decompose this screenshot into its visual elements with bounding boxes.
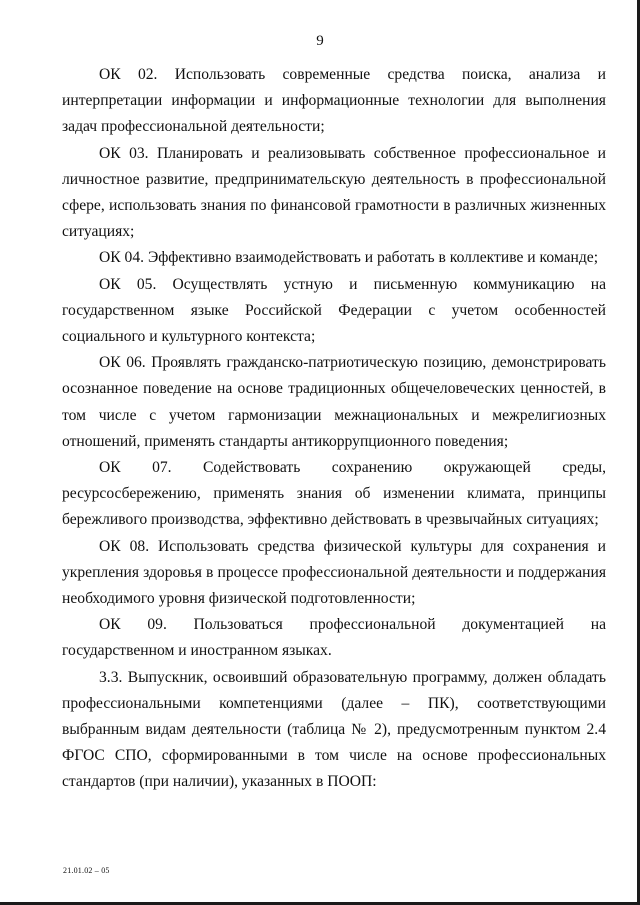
paragraph-ok-06: ОК 06. Проявлять гражданско-патриотическую позицию, демонстрировать осознанное поведение на основе традиционных общечеловеческих ценностей, в том числе с учетом гармонизации межнациональных и межрелигиозных отношений, применять стандарты антикоррупционного поведения; (62, 354, 606, 450)
footer-code: 21.01.02 – 05 (63, 866, 110, 875)
paragraph-ok-04: ОК 04. Эффективно взаимодействовать и работать в коллективе и команде; (99, 249, 599, 267)
page-number: 9 (316, 33, 324, 49)
paragraph-ok-07: ОК 07. Содействовать сохранению окружающей среды, ресурсосбережению, применять знания об изменении климата, принципы бережливого производства, эффективно действовать в чрезвычайных ситуациях; (62, 459, 606, 529)
paragraph-ok-02: ОК 02. Использовать современные средства поиска, анализа и интерпретации информации и информационные технологии для выполнения задач профессиональной деятельности; (62, 66, 606, 136)
paragraph-3-3: 3.3. Выпускник, освоивший образовательную программу, должен обладать профессиональными компетенциями (далее – ПК), соответствующими выбранным видам деятельности (таблица № 2), предусмотренным пунктом 2.4 ФГОС СПО, сформированными в том числе на основе профессиональных стандартов (при наличии), указанных в ПООП: (62, 668, 606, 791)
paragraph-ok-08: ОК 08. Использовать средства физической культуры для сохранения и укрепления здоровья в процессе профессиональной деятельности и поддержания необходимого уровня физической подготовленности; (62, 537, 606, 608)
paragraph-ok-05: ОК 05. Осуществлять устную и письменную коммуникацию на государственном языке Российской Федерации с учетом особенностей социального и культурного контекста; (62, 275, 606, 346)
paragraph-ok-09: ОК 09. Пользоваться профессиональной документацией на государственном и иностранном языках. (62, 616, 606, 660)
body-text (62, 62, 606, 796)
paragraph-ok-03: ОК 03. Планировать и реализовывать собственное профессиональное и личностное развитие, предпринимательскую деятельность в профессиональной сфере, использовать знания по финансовой грамотности в различных жизненных ситуациях; (62, 144, 606, 241)
